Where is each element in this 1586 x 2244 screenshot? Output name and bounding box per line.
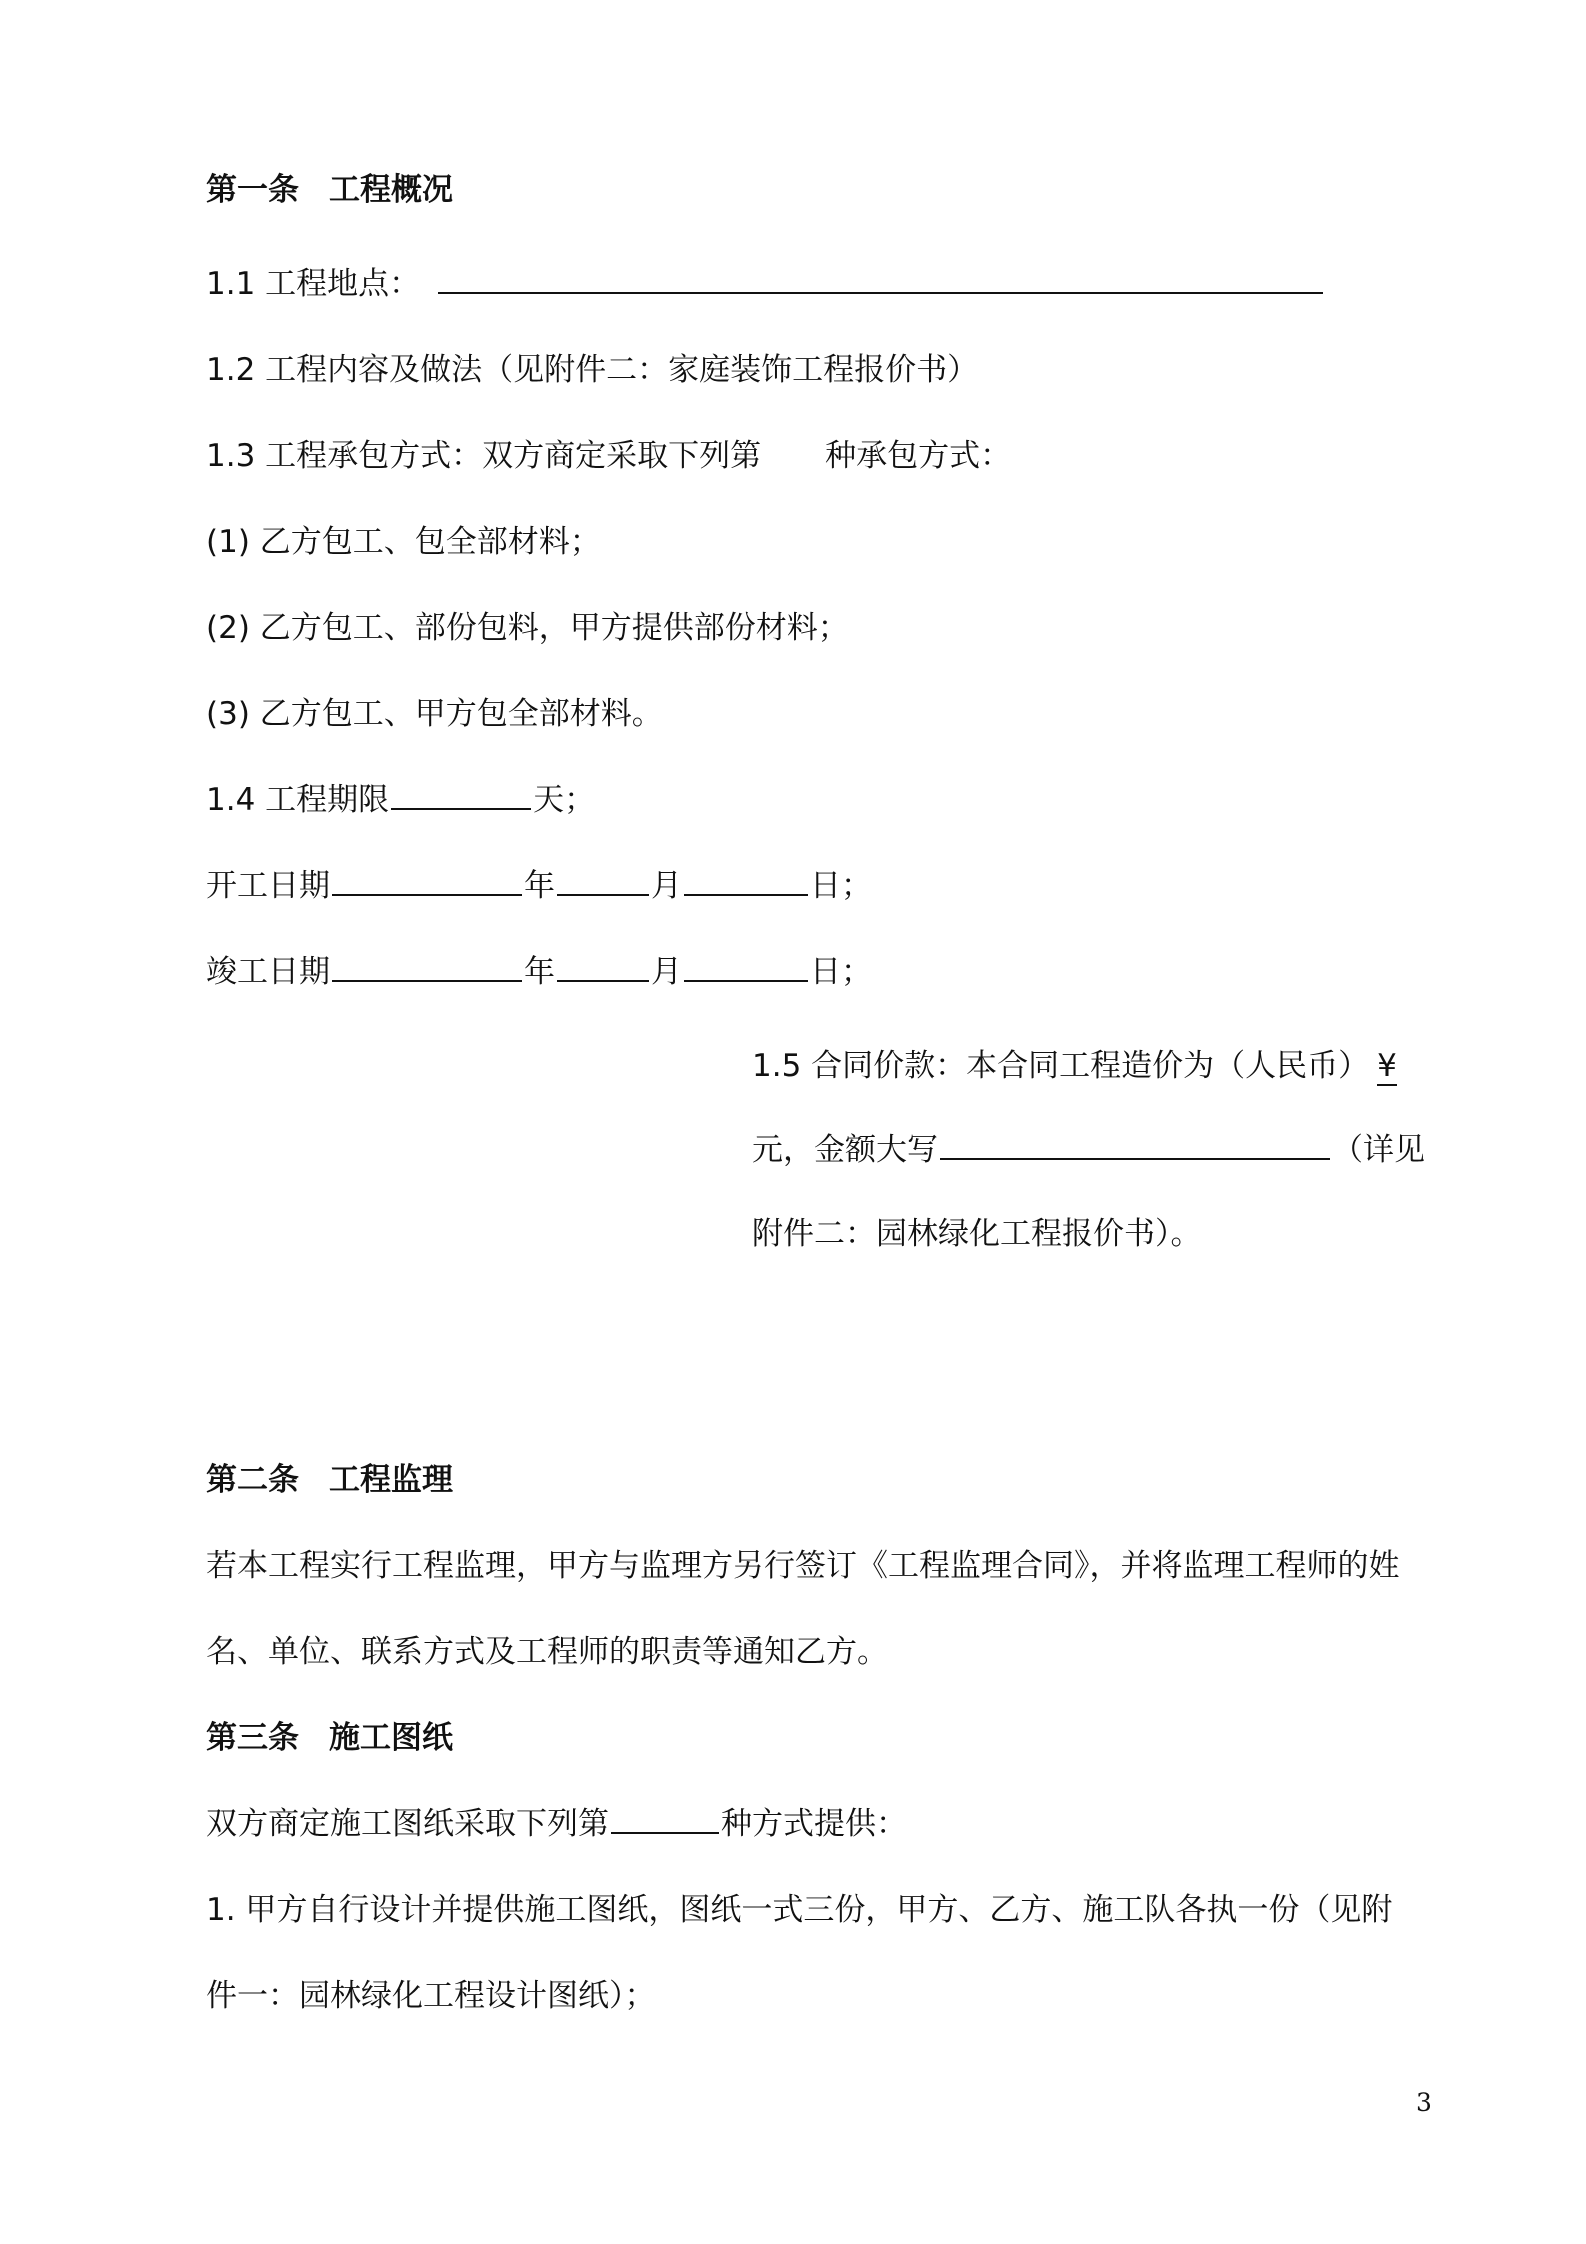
article3-paragraph-suffix: 种方式提供：: [721, 1806, 907, 1842]
option-1: (1) 乙方包工、包全部材料；: [206, 524, 601, 560]
month-label: 月: [651, 868, 682, 904]
section-1-2: 1.2 工程内容及做法（见附件二：家庭装饰工程报价书）: [206, 352, 979, 388]
yen-sign: ¥: [1377, 1048, 1397, 1084]
article3-number: 第三条: [206, 1720, 299, 1756]
article3-item1-line2: 件一：园林绿化工程设计图纸）；: [206, 1978, 656, 2014]
article1-title: 工程概况: [329, 172, 453, 208]
article2-paragraph-line2: 名、单位、联系方式及工程师的职责等通知乙方。: [206, 1634, 888, 1670]
section-1-4: [206, 778, 595, 822]
section-1-1: [206, 262, 1325, 306]
start-day-blank[interactable]: [684, 864, 808, 896]
start-date-label: 开工日期: [206, 868, 330, 904]
end-date-label: 竣工日期: [206, 954, 330, 990]
article2-heading: [206, 1458, 453, 1502]
day-label: 日；: [810, 954, 872, 990]
section-1-5-line1: [752, 1044, 1397, 1088]
article3-item1-line1: 1. 甲方自行设计并提供施工图纸，图纸一式三份，甲方、乙方、施工队各执一份（见附: [206, 1892, 1393, 1928]
section-1-3: [206, 434, 1011, 478]
section-1-5-line2: [752, 1128, 1425, 1172]
article1-heading: [206, 168, 453, 212]
section-1-4-suffix: 天；: [533, 782, 596, 818]
option-2: (2) 乙方包工、部份包料，甲方提供部份材料；: [206, 610, 849, 646]
amount-label: 元，金额大写: [752, 1132, 938, 1168]
see-label: （详见: [1332, 1132, 1425, 1168]
section-1-3-label: 1.3 工程承包方式：双方商定采取下列第: [206, 438, 762, 474]
section-1-1-label: 1.1 工程地点：: [206, 266, 421, 302]
day-label: 日；: [810, 868, 872, 904]
start-month-blank[interactable]: [557, 864, 649, 896]
end-month-blank[interactable]: [557, 950, 649, 982]
article2-title: 工程监理: [329, 1462, 453, 1498]
month-label: 月: [651, 954, 682, 990]
end-day-blank[interactable]: [684, 950, 808, 982]
article1-number: 第一条: [206, 172, 299, 208]
start-year-blank[interactable]: [332, 864, 522, 896]
drawing-mode-blank[interactable]: [611, 1802, 719, 1834]
location-blank[interactable]: [438, 262, 1323, 294]
page-number: 3: [1416, 2088, 1432, 2117]
end-date-line: [206, 950, 872, 994]
year-label: 年: [524, 868, 555, 904]
article3-heading: [206, 1716, 453, 1760]
year-label: 年: [524, 954, 555, 990]
article3-title: 施工图纸: [329, 1720, 453, 1756]
option-3: (3) 乙方包工、甲方包全部材料。: [206, 696, 663, 732]
section-1-5-label: 1.5 合同价款：本合同工程造价为（人民币）: [752, 1048, 1370, 1084]
article3-paragraph-label: 双方商定施工图纸采取下列第: [206, 1806, 609, 1842]
section-1-3-suffix: 种承包方式：: [825, 438, 1012, 474]
article3-paragraph: [206, 1802, 907, 1846]
section-1-4-label: 1.4 工程期限: [206, 782, 390, 818]
start-date-line: [206, 864, 872, 908]
amount-words-blank[interactable]: [940, 1128, 1330, 1160]
section-1-5-line3: 附件二：园林绿化工程报价书）。: [752, 1216, 1202, 1252]
end-year-blank[interactable]: [332, 950, 522, 982]
article2-paragraph-line1: 若本工程实行工程监理，甲方与监理方另行签订《工程监理合同》，并将监理工程师的姓: [206, 1548, 1400, 1584]
article2-number: 第二条: [206, 1462, 299, 1498]
duration-blank[interactable]: [391, 778, 531, 810]
